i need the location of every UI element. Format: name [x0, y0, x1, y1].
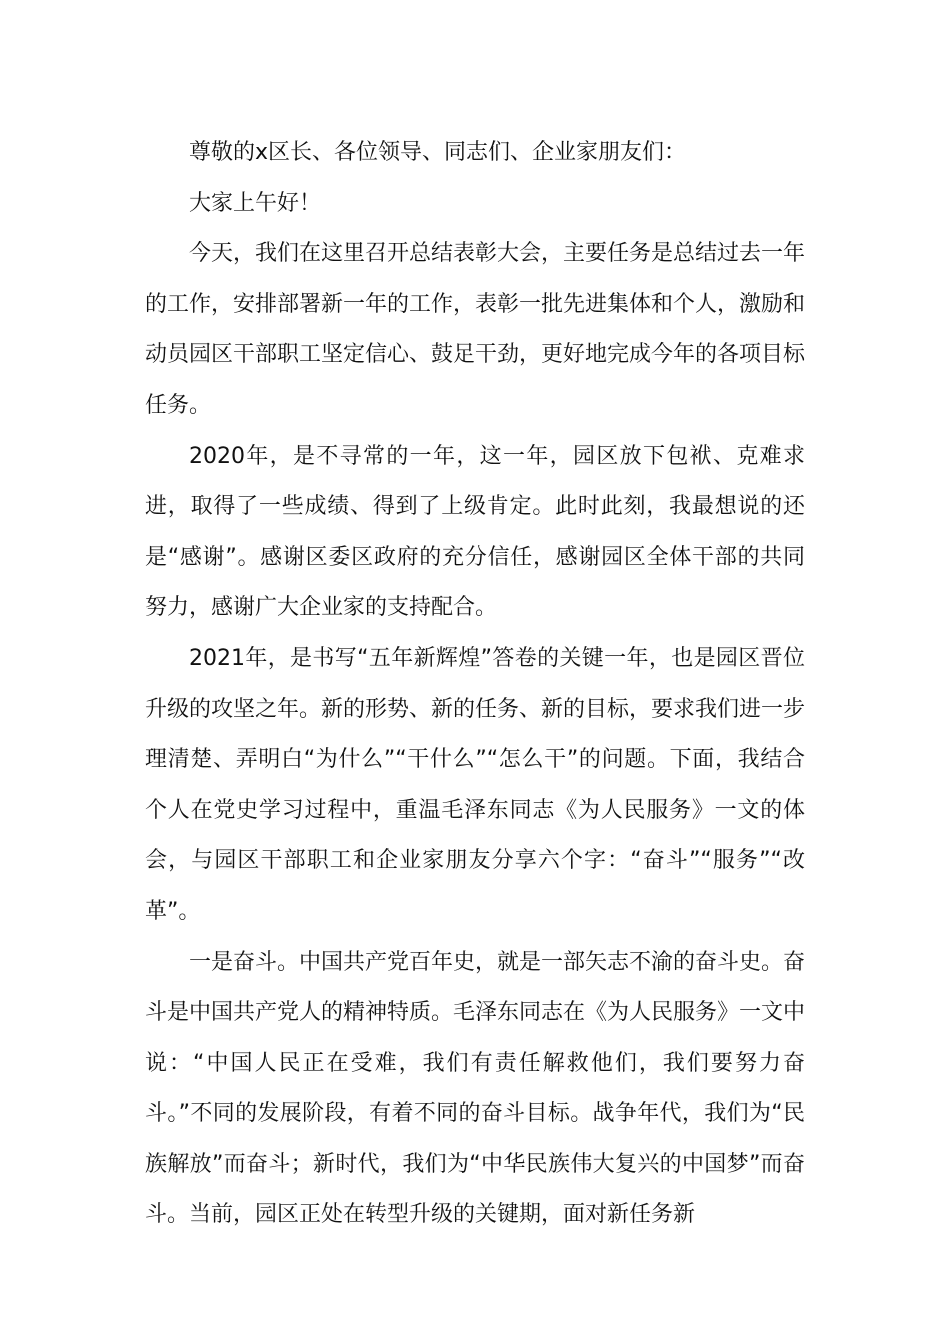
salutation: 尊敬的x区长、各位领导、同志们、企业家朋友们：: [189, 140, 687, 165]
paragraph-2020: 2020年，是不寻常的一年，这一年，园区放下包袱、克难求进，取得了一些成绩、得到了上级肯定。此时此刻，我最想说的还是“感谢”。感谢区委区政府的充分信任，感谢园区全体干部的共同努力，感谢广大企业家的支持配合。: [145, 443, 805, 621]
paragraph-2021: 2021年，是书写“五年新辉煌”答卷的关键一年，也是园区晋位升级的攻坚之年。新的形势、新的任务、新的目标，要求我们进一步理清楚、弄明白“为什么”“干什么”“怎么干”的问题。下面，我结合个人在党史学习过程中，重温毛泽东同志《为人民服务》一文的体会，与园区干部职工和企业家朋友分享六个字：“奋斗”“服务”“改革”。: [145, 645, 806, 924]
greeting: 大家上午好！: [189, 190, 322, 216]
paragraph-opening: 今天，我们在这里召开总结表彰大会，主要任务是总结过去一年的工作，安排部署新一年的工作，表彰一批先进集体和个人，激励和动员园区干部职工坚定信心、鼓足干劲，更好地完成今年的各项目标任务。: [145, 241, 806, 418]
paragraph-struggle: 一是奋斗。中国共产党百年史，就是一部矢志不渝的奋斗史。奋斗是中国共产党人的精神特质。毛泽东同志在《为人民服务》一文中说：“中国人民正在受难，我们有责任解救他们，我们要努力奋斗。”不同的发展阶段，有着不同的奋斗目标。战争年代，我们为“民族解放”而奋斗；新时代，我们为“中华民族伟大复兴的中国梦”而奋斗。当前，园区正处在转型升级的关键期，面对新任务新: [145, 949, 806, 1228]
document-page: [145, 128, 805, 1241]
